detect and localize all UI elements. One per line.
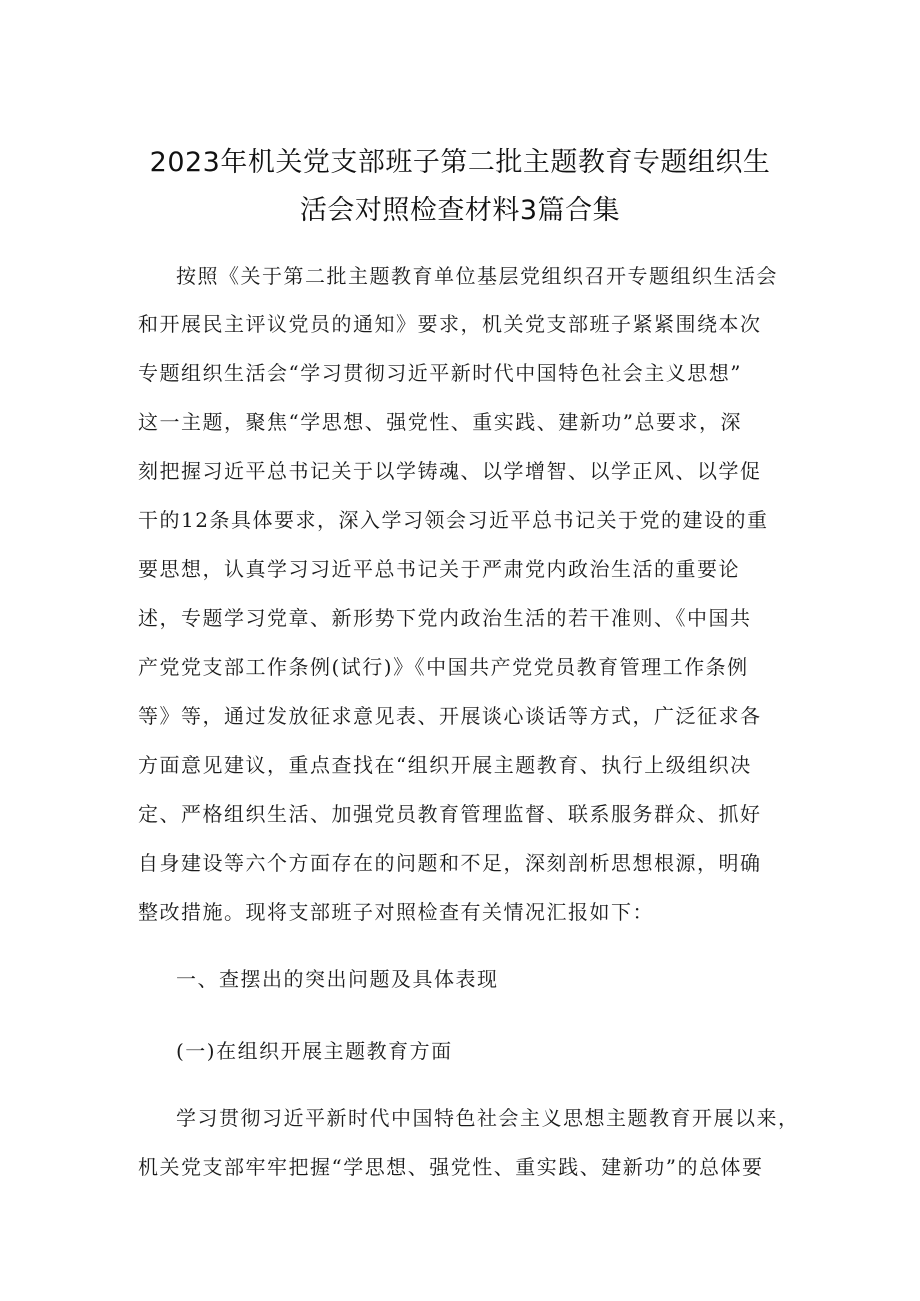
intro-paragraph-line: 自身建设等六个方面存在的问题和不足，深刻剖析思想根源，明确	[138, 851, 762, 875]
intro-paragraph-line: 干的12条具体要求，深入学习领会习近平总书记关于党的建设的重	[138, 508, 769, 532]
document-title-line-2: 活会对照检查材料3篇合集	[299, 195, 621, 226]
intro-paragraph-line: 产党党支部工作条例(试行)》《中国共产党党员教育管理工作条例	[138, 655, 749, 679]
intro-paragraph-line: 述，专题学习党章、新形势下党内政治生活的若干准则、《中国共	[138, 606, 752, 630]
intro-paragraph-line: 专题组织生活会“学习贯彻习近平新时代中国特色社会主义思想”	[138, 361, 742, 385]
intro-paragraph-line: 要思想，认真学习习近平总书记关于严肃党内政治生活的重要论	[138, 557, 740, 581]
intro-paragraph-line: 方面意见建议，重点查找在“组织开展主题教育、执行上级组织决	[138, 753, 752, 777]
intro-paragraph-line: 刻把握习近平总书记关于以学铸魂、以学增智、以学正风、以学促	[138, 459, 762, 483]
intro-paragraph-line: 和开展民主评议党员的通知》要求，机关党支部班子紧紧围绕本次	[138, 312, 762, 336]
intro-paragraph-line: 定、严格组织生活、加强党员教育管理监督、联系服务群众、抓好	[138, 802, 762, 826]
intro-paragraph-line: 整改措施。现将支部班子对照检查有关情况汇报如下：	[138, 900, 654, 924]
intro-paragraph-line: 这一主题，聚焦“学思想、强党性、重实践、建新功”总要求，深	[138, 410, 742, 434]
intro-paragraph-line: 等》等，通过发放征求意见表、开展谈心谈话等方式，广泛征求各	[138, 704, 762, 728]
intro-paragraph-line: 按照《关于第二批主题教育单位基层党组织召开专题组织生活会	[176, 264, 778, 288]
section-heading: 一、查摆出的突出问题及具体表现	[176, 967, 499, 991]
body-paragraph-line: 学习贯彻习近平新时代中国特色社会主义思想主题教育开展以来，	[176, 1106, 800, 1130]
document-title-line-1: 2023年机关党支部班子第二批主题教育专题组织生	[149, 147, 771, 178]
body-paragraph-line: 机关党支部牢牢把握“学思想、强党性、重实践、建新功”的总体要	[138, 1155, 764, 1179]
subsection-heading: (一)在组织开展主题教育方面	[176, 1039, 453, 1063]
